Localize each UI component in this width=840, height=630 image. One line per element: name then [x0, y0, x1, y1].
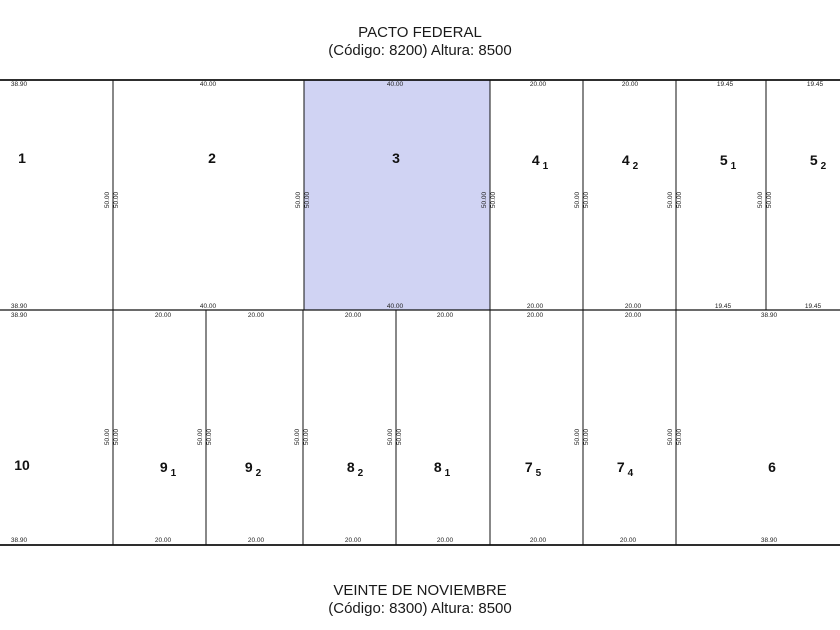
dim-top-back-3: 20.00 — [526, 303, 544, 310]
lot-7-4-label[interactable]: 7 $_4$ — [616, 459, 634, 479]
dim-top-front-2: 40.00 — [386, 81, 404, 88]
dim-bottom-back-2: 20.00 — [247, 312, 265, 319]
dim-bottom-front-0: 38.90 — [10, 537, 28, 544]
lot-4-2-label[interactable]: 4 $_2$ — [621, 152, 639, 172]
dim-depth-top-a-0: 50.00 — [104, 191, 111, 209]
dim-depth-top-a-2: 50.00 — [481, 191, 488, 209]
dim-depth-top-a-1: 50.00 — [295, 191, 302, 209]
dim-bottom-front-1: 20.00 — [154, 537, 172, 544]
dim-top-front-1: 40.00 — [199, 81, 217, 88]
dim-depth-bottom-a-3: 50.00 — [387, 428, 394, 446]
lot-8-1-label[interactable]: 8 $_1$ — [433, 459, 451, 479]
lot-5-2-label[interactable]: 5 $_2$ — [809, 152, 827, 172]
dim-depth-bottom-b-1: 50.00 — [206, 428, 213, 446]
dim-depth-bottom-b-3: 50.00 — [396, 428, 403, 446]
dim-depth-bottom-b-5: 50.00 — [676, 428, 683, 446]
dim-depth-bottom-a-2: 50.00 — [294, 428, 301, 446]
dim-bottom-front-6: 20.00 — [619, 537, 637, 544]
lot-3-label[interactable]: 3 — [392, 150, 400, 166]
dim-depth-bottom-b-0: 50.00 — [113, 428, 120, 446]
lot-10-label[interactable]: 10 — [14, 457, 30, 473]
bottom-row-dividers — [113, 310, 676, 545]
top-street-code: (Código: 8200) Altura: 8500 — [328, 42, 512, 59]
dim-bottom-back-4: 20.00 — [436, 312, 454, 319]
dim-bottom-back-0: 38.90 — [10, 312, 28, 319]
dim-depth-bottom-a-0: 50.00 — [104, 428, 111, 446]
lot-4-1-label[interactable]: 4 $_1$ — [531, 152, 549, 172]
lot-9-2-label[interactable]: 9 $_2$ — [244, 459, 262, 479]
dim-depth-top-a-5: 50.00 — [757, 191, 764, 209]
dim-depth-top-b-0: 50.00 — [113, 191, 120, 209]
dim-bottom-back-6: 20.00 — [624, 312, 642, 319]
bottom-street-name: VEINTE DE NOVIEMBRE — [333, 582, 507, 599]
lot-3-highlight[interactable] — [304, 80, 490, 310]
dim-depth-top-b-5: 50.00 — [766, 191, 773, 209]
dim-top-back-2: 40.00 — [386, 303, 404, 310]
dim-bottom-back-5: 20.00 — [526, 312, 544, 319]
dim-bottom-front-3: 20.00 — [344, 537, 362, 544]
dim-depth-bottom-a-4: 50.00 — [574, 428, 581, 446]
dim-depth-top-b-4: 50.00 — [676, 191, 683, 209]
lot-5-1-label[interactable]: 5 $_1$ — [719, 152, 737, 172]
dim-depth-top-a-4: 50.00 — [667, 191, 674, 209]
dim-top-front-6: 19.45 — [806, 81, 824, 88]
top-street-name: PACTO FEDERAL — [358, 24, 482, 41]
dim-depth-top-b-2: 50.00 — [490, 191, 497, 209]
lot-7-5-label[interactable]: 7 $_5$ — [524, 459, 542, 479]
dim-depth-bottom-a-1: 50.00 — [197, 428, 204, 446]
dim-top-back-0: 38.90 — [10, 303, 28, 310]
lot-1-label[interactable]: 1 — [18, 150, 26, 166]
dim-top-front-3: 20.00 — [529, 81, 547, 88]
dim-top-back-4: 20.00 — [624, 303, 642, 310]
lot-2-label[interactable]: 2 — [208, 150, 216, 166]
dim-top-back-5: 19.45 — [714, 303, 732, 310]
dim-depth-bottom-b-4: 50.00 — [583, 428, 590, 446]
dim-bottom-back-7: 38.90 — [760, 312, 778, 319]
dim-top-front-0: 38.90 — [10, 81, 28, 88]
bottom-street-code: (Código: 8300) Altura: 8500 — [328, 600, 512, 617]
dim-bottom-back-3: 20.00 — [344, 312, 362, 319]
dim-top-back-6: 19.45 — [804, 303, 822, 310]
dim-bottom-front-2: 20.00 — [247, 537, 265, 544]
dim-depth-top-b-3: 50.00 — [583, 191, 590, 209]
lot-6-label[interactable]: 6 — [768, 459, 776, 475]
lot-9-1-label[interactable]: 9 $_1$ — [159, 459, 177, 479]
dim-bottom-front-5: 20.00 — [529, 537, 547, 544]
dim-bottom-front-7: 38.90 — [760, 537, 778, 544]
dim-depth-top-b-1: 50.00 — [304, 191, 311, 209]
dim-top-back-1: 40.00 — [199, 303, 217, 310]
dim-depth-top-a-3: 50.00 — [574, 191, 581, 209]
dim-bottom-front-4: 20.00 — [436, 537, 454, 544]
dim-depth-bottom-b-2: 50.00 — [303, 428, 310, 446]
dim-top-front-4: 20.00 — [621, 81, 639, 88]
dim-bottom-back-1: 20.00 — [154, 312, 172, 319]
dim-top-front-5: 19.45 — [716, 81, 734, 88]
lot-8-2-label[interactable]: 8 $_2$ — [346, 459, 364, 479]
dim-depth-bottom-a-5: 50.00 — [667, 428, 674, 446]
bottom-street-label — [0, 582, 840, 618]
